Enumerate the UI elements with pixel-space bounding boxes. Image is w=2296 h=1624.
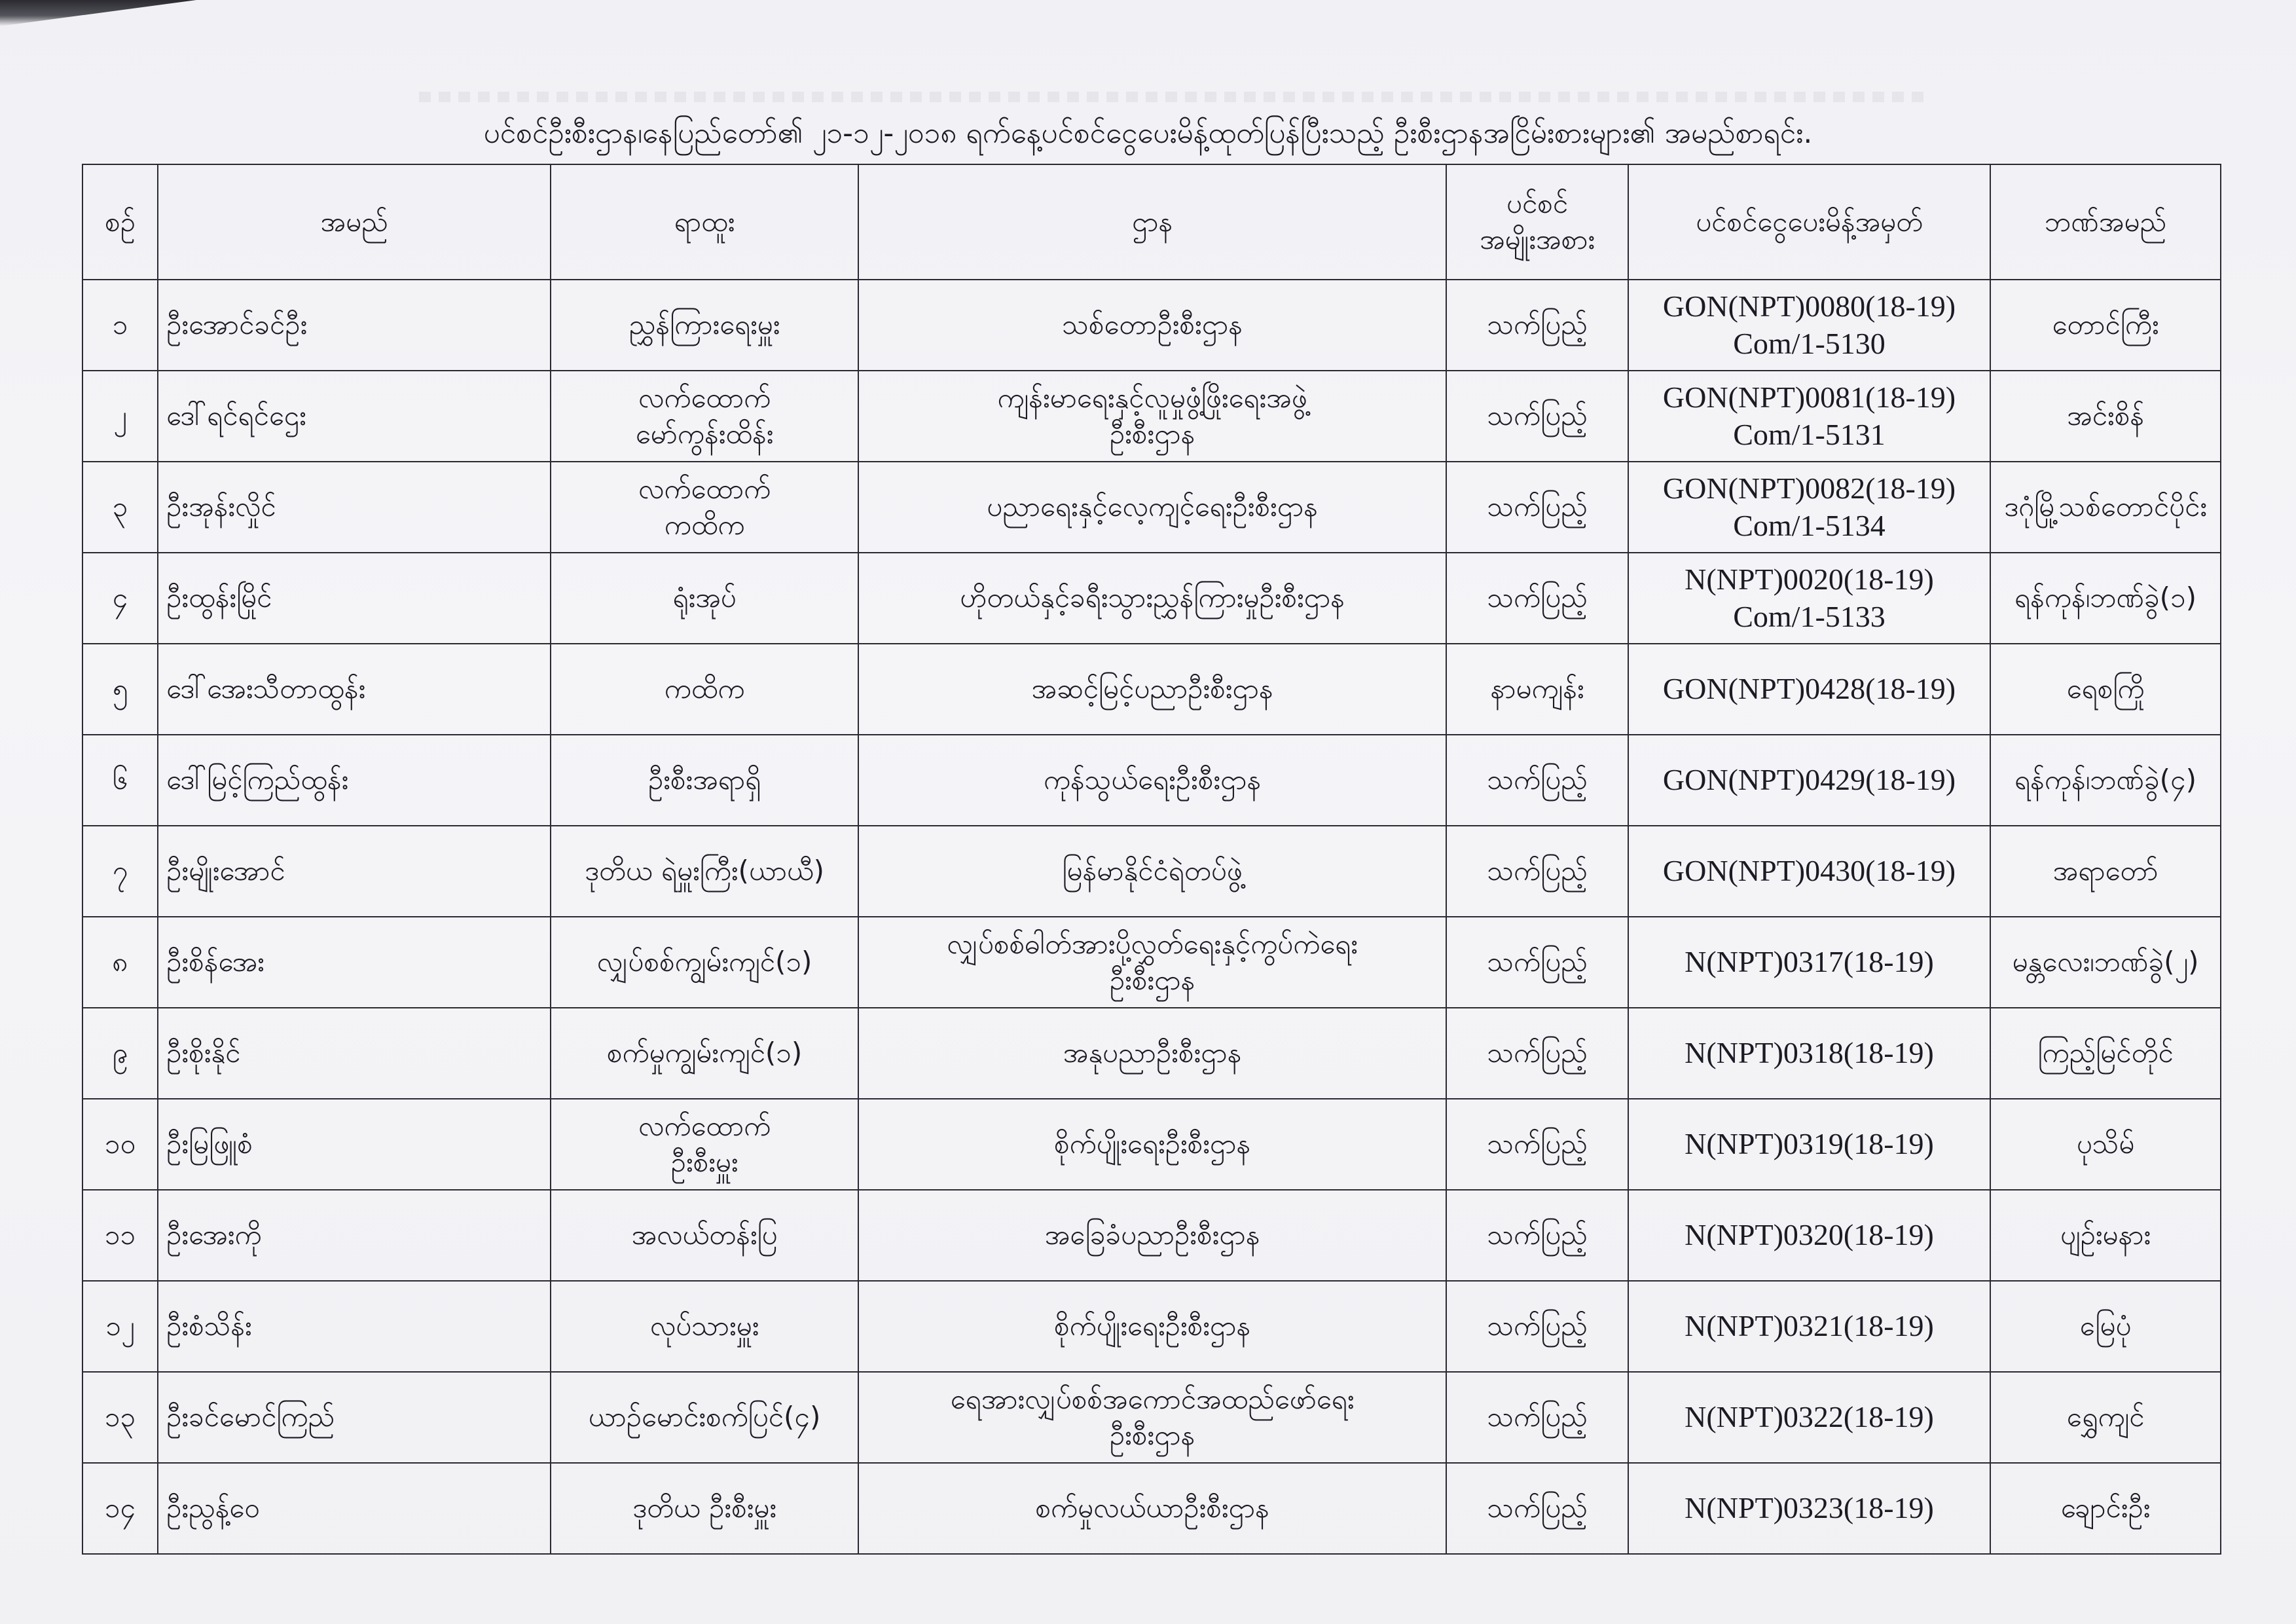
pension-order-cell-line: N(NPT)0020(18-19): [1685, 563, 1934, 597]
bank-cell: [1990, 644, 2221, 735]
bank-cell-text: ပုသိမ်: [2076, 1128, 2135, 1160]
serial-cell-text: ၁၃: [104, 1401, 136, 1433]
pension-type-cell: [1446, 735, 1628, 826]
department-cell-line: ရေအားလျှပ်စစ်အကောင်အထည်ဖော်ရေး: [950, 1382, 1355, 1415]
bank-cell-text: ပျဉ်းမနား: [2060, 1219, 2151, 1251]
header-name: အမည်: [158, 164, 551, 280]
bank-cell: [1990, 1463, 2221, 1554]
serial-cell: [82, 280, 158, 371]
serial-cell: [82, 644, 158, 735]
pension-order-cell: [1628, 1008, 1990, 1099]
bank-cell: [1990, 1008, 2221, 1099]
serial-cell-text: ၆: [112, 764, 128, 796]
pension-order-cell: [1628, 1190, 1990, 1281]
department-cell: [858, 1281, 1446, 1372]
bank-cell-text: ဒဂုံမြို့သစ်တောင်ပိုင်း: [2004, 490, 2207, 523]
name-cell: [158, 1099, 551, 1190]
pension-order-cell-line: N(NPT)0323(18-19): [1685, 1491, 1934, 1525]
name-cell-text: ဦးစိုးနိုင်: [166, 1037, 241, 1069]
name-cell-text: ဦးအောင်ခင်ဦး: [166, 308, 308, 341]
department-cell: [858, 1190, 1446, 1281]
department-cell: [858, 1463, 1446, 1554]
department-cell-line: ကျန်းမာရေးနှင့်လူမှုဖွံ့ဖြိုးရေးအဖွဲ့: [997, 381, 1307, 414]
rank-cell: [551, 371, 858, 462]
bank-cell-text: မန္တလေး၊ဘဏ်ခွဲ(၂): [2012, 946, 2199, 978]
pension-order-cell: [1628, 1463, 1990, 1554]
pension-order-cell: [1628, 644, 1990, 735]
show-through-text: [419, 92, 1925, 102]
pension-type-cell: [1446, 1008, 1628, 1099]
pension-type-cell: [1446, 1190, 1628, 1281]
rank-cell-line: လုပ်သားမှူး: [649, 1310, 759, 1342]
pension-order-cell-line: Com/1-5134: [1733, 508, 1886, 542]
pension-type-cell-text: သက်ပြည့်: [1487, 490, 1588, 523]
name-cell-text: ဦးမြဖြူစံ: [166, 1128, 253, 1160]
bank-cell: [1990, 917, 2221, 1008]
name-cell: [158, 1190, 551, 1281]
table-row: [82, 1281, 2221, 1372]
name-cell: [158, 1372, 551, 1463]
serial-cell: [82, 1372, 158, 1463]
serial-cell: [82, 1190, 158, 1281]
name-cell-text: ဒေါ်ရင်ရင်ဌေး: [166, 399, 306, 432]
rank-cell-line: ကထိက: [664, 673, 745, 705]
department-cell-line: မြန်မာနိုင်ငံရဲတပ်ဖွဲ့: [1062, 855, 1243, 887]
header-serial: စဉ်: [82, 164, 158, 280]
department-cell-line: သစ်တောဦးစီးဌာန: [1062, 308, 1243, 341]
pension-order-cell-line: GON(NPT)0080(18-19): [1662, 289, 1956, 323]
department-cell: [858, 280, 1446, 371]
pension-type-cell-text: သက်ပြည့်: [1487, 308, 1588, 341]
serial-cell: [82, 1099, 158, 1190]
department-cell: [858, 371, 1446, 462]
table-row: [82, 644, 2221, 735]
table-row: [82, 1008, 2221, 1099]
rank-cell-line: ရုံးအုပ်: [672, 581, 737, 614]
serial-cell-text: ၈: [112, 946, 128, 978]
pension-type-cell: [1446, 553, 1628, 644]
name-cell-text: ဦးညွန့်ဝေ: [166, 1492, 260, 1524]
pension-type-cell: [1446, 462, 1628, 553]
table-row: [82, 826, 2221, 917]
department-cell: [858, 735, 1446, 826]
name-cell-text: ဒေါ်မြင့်ကြည်ထွန်း: [166, 764, 349, 796]
name-cell: [158, 1008, 551, 1099]
name-cell: [158, 553, 551, 644]
pension-order-cell: [1628, 462, 1990, 553]
name-cell-text: ဒေါ်အေးသီတာထွန်း: [166, 673, 366, 705]
rank-cell: [551, 1190, 858, 1281]
pension-order-cell-line: GON(NPT)0082(18-19): [1662, 471, 1956, 506]
pension-order-cell: [1628, 371, 1990, 462]
department-cell-line: စိုက်ပျိုးရေးဦးစီးဌာန: [1053, 1128, 1251, 1160]
pension-type-cell-text: သက်ပြည့်: [1487, 1310, 1588, 1342]
pension-order-cell-line: N(NPT)0318(18-19): [1685, 1036, 1934, 1070]
pension-order-cell-line: N(NPT)0319(18-19): [1685, 1127, 1934, 1161]
rank-cell: [551, 553, 858, 644]
pension-type-cell-text: သက်ပြည့်: [1487, 855, 1588, 887]
name-cell: [158, 371, 551, 462]
bank-cell: [1990, 735, 2221, 826]
name-cell-text: ဦးမျိုးအောင်: [166, 855, 285, 887]
pension-type-cell: [1446, 1281, 1628, 1372]
serial-cell: [82, 553, 158, 644]
name-cell: [158, 644, 551, 735]
name-cell-text: ဦးစိန်အေး: [166, 946, 264, 978]
rank-cell-line: ဦးစီးမှူး: [670, 1145, 738, 1178]
pension-type-cell: [1446, 917, 1628, 1008]
pension-type-cell: [1446, 1372, 1628, 1463]
header-pension-type: ပင်စင် အမျိုးအစား: [1446, 164, 1628, 280]
pension-order-cell-line: N(NPT)0321(18-19): [1685, 1309, 1934, 1343]
pension-type-cell-text: သက်ပြည့်: [1487, 1219, 1588, 1251]
pension-type-cell-text: သက်ပြည့်: [1487, 1037, 1588, 1069]
rank-cell-line: စက်မှုကျွမ်းကျင်(၁): [606, 1037, 803, 1069]
rank-cell: [551, 280, 858, 371]
pension-order-cell: [1628, 1281, 1990, 1372]
pension-type-cell: [1446, 280, 1628, 371]
department-cell: [858, 1372, 1446, 1463]
table-header-row: [82, 164, 2221, 280]
rank-cell: [551, 1099, 858, 1190]
pensioner-table: [82, 164, 2221, 1555]
rank-cell-line: ညွှန်ကြားရေးမှူး: [629, 308, 780, 341]
pension-type-cell-text: သက်ပြည့်: [1487, 1401, 1588, 1433]
name-cell-text: ဦးအေးကို: [166, 1219, 262, 1251]
pension-type-cell-text: သက်ပြည့်: [1487, 399, 1588, 432]
pension-type-cell-text: သက်ပြည့်: [1487, 581, 1588, 614]
department-cell-line: စက်မှုလယ်ယာဦးစီးဌာန: [1035, 1492, 1269, 1524]
table-row: [82, 371, 2221, 462]
pension-order-cell-line: Com/1-5130: [1733, 326, 1886, 360]
pension-order-cell: [1628, 917, 1990, 1008]
bank-cell: [1990, 371, 2221, 462]
serial-cell-text: ၁၀: [104, 1128, 136, 1160]
department-cell-line: အခြေခံပညာဦးစီးဌာန: [1044, 1219, 1260, 1251]
scan-corner-shadow: [0, 0, 196, 26]
name-cell-text: ဦးအုန်းလှိုင်: [166, 490, 276, 523]
bank-cell-text: တောင်ကြီး: [2052, 308, 2159, 341]
rank-cell-line: ဒုတိယ ရဲမှူးကြီး(ယာယီ): [584, 855, 825, 887]
pension-order-cell-line: N(NPT)0317(18-19): [1685, 945, 1934, 979]
name-cell-text: ဦးခင်မောင်ကြည်: [166, 1401, 335, 1433]
rank-cell-line: ကထိက: [664, 508, 745, 541]
department-cell-line: ဦးစီးဌာန: [1109, 417, 1195, 450]
department-cell: [858, 644, 1446, 735]
rank-cell: [551, 735, 858, 826]
serial-cell-text: ၄: [112, 581, 128, 614]
pension-type-cell: [1446, 1463, 1628, 1554]
rank-cell-line: လက်ထောက်: [638, 1109, 771, 1142]
pension-order-cell-line: Com/1-5131: [1733, 417, 1886, 451]
rank-cell: [551, 1281, 858, 1372]
bank-cell: [1990, 280, 2221, 371]
rank-cell: [551, 462, 858, 553]
department-cell: [858, 553, 1446, 644]
pension-type-cell: [1446, 371, 1628, 462]
rank-cell: [551, 826, 858, 917]
pension-order-cell-line: Com/1-5133: [1733, 599, 1886, 633]
serial-cell-text: ၃: [112, 490, 128, 523]
rank-cell-line: လက်ထောက်: [638, 472, 771, 505]
rank-cell-line: လက်ထောက်: [638, 381, 771, 414]
serial-cell: [82, 1008, 158, 1099]
name-cell: [158, 917, 551, 1008]
bank-cell: [1990, 553, 2221, 644]
pension-type-cell-text: သက်ပြည့်: [1487, 764, 1588, 796]
bank-cell: [1990, 1190, 2221, 1281]
department-cell-line: ပညာရေးနှင့်လေ့ကျင့်ရေးဦးစီးဌာန: [987, 490, 1318, 523]
name-cell: [158, 1281, 551, 1372]
serial-cell-text: ၁၁: [104, 1219, 136, 1251]
pension-order-cell-line: GON(NPT)0429(18-19): [1662, 763, 1956, 797]
bank-cell-text: မြေပုံ: [2079, 1310, 2132, 1342]
name-cell: [158, 280, 551, 371]
table-row: [82, 1463, 2221, 1554]
bank-cell: [1990, 826, 2221, 917]
pension-order-cell: [1628, 1099, 1990, 1190]
pension-order-cell: [1628, 280, 1990, 371]
bank-cell: [1990, 1099, 2221, 1190]
bank-cell-text: အရာတော်: [2052, 855, 2159, 887]
department-cell: [858, 826, 1446, 917]
pension-order-cell: [1628, 553, 1990, 644]
department-cell: [858, 462, 1446, 553]
rank-cell-line: လျှပ်စစ်ကျွမ်းကျင်(၁): [596, 946, 812, 978]
department-cell: [858, 917, 1446, 1008]
serial-cell-text: ၉: [112, 1037, 128, 1069]
table-row: [82, 553, 2221, 644]
pension-order-cell-line: GON(NPT)0430(18-19): [1662, 854, 1956, 888]
bank-cell-text: ရေစကြို: [2066, 673, 2145, 705]
serial-cell-text: ၁၄: [104, 1492, 136, 1524]
pension-type-cell: [1446, 644, 1628, 735]
department-cell: [858, 1008, 1446, 1099]
name-cell: [158, 1463, 551, 1554]
header-bank: ဘဏ်အမည်: [1990, 164, 2221, 280]
name-cell: [158, 462, 551, 553]
department-cell-line: လျှပ်စစ်ဓါတ်အားပို့လွှတ်ရေးနှင့်ကွပ်ကဲရေး: [947, 927, 1358, 960]
rank-cell: [551, 917, 858, 1008]
serial-cell: [82, 371, 158, 462]
pension-type-cell: [1446, 1099, 1628, 1190]
table-row: [82, 280, 2221, 371]
pension-order-cell: [1628, 735, 1990, 826]
pension-type-cell-text: သက်ပြည့်: [1487, 1492, 1588, 1524]
table-row: [82, 735, 2221, 826]
rank-cell-line: မော်ကွန်းထိန်း: [635, 417, 774, 450]
serial-cell-text: ၅: [112, 673, 128, 705]
bank-cell-text: အင်းစိန်: [2067, 399, 2144, 432]
bank-cell-text: ရွှေကျင်: [2066, 1401, 2145, 1433]
pension-order-cell: [1628, 1372, 1990, 1463]
serial-cell: [82, 735, 158, 826]
header-pension-order-no: ပင်စင်ငွေပေးမိန့်အမှတ်: [1628, 164, 1990, 280]
rank-cell: [551, 1008, 858, 1099]
serial-cell-text: ၇: [112, 855, 128, 887]
bank-cell: [1990, 1281, 2221, 1372]
rank-cell: [551, 1372, 858, 1463]
table-row: [82, 1372, 2221, 1463]
serial-cell: [82, 462, 158, 553]
department-cell-line: အဆင့်မြင့်ပညာဦးစီးဌာန: [1031, 673, 1273, 705]
bank-cell-text: ကြည့်မြင်တိုင်: [2037, 1037, 2174, 1069]
serial-cell-text: ၂: [113, 399, 127, 432]
rank-cell-line: ယာဉ်မောင်းစက်ပြင်(၄): [588, 1401, 821, 1433]
bank-cell: [1990, 462, 2221, 553]
pension-order-cell-line: N(NPT)0320(18-19): [1685, 1218, 1934, 1252]
pension-type-cell-text: သက်ပြည့်: [1487, 946, 1588, 978]
pension-order-cell-line: N(NPT)0322(18-19): [1685, 1400, 1934, 1434]
pension-type-cell-text: နာမကျန်း: [1490, 673, 1584, 705]
header-rank: ရာထူး: [551, 164, 858, 280]
serial-cell: [82, 826, 158, 917]
department-cell: [858, 1099, 1446, 1190]
table-row: [82, 462, 2221, 553]
department-cell-line: ဟိုတယ်နှင့်ခရီးသွားညွှန်ကြားမှုဦးစီးဌာန: [960, 581, 1345, 614]
name-cell: [158, 826, 551, 917]
rank-cell-line: ဦးစီးအရာရှိ: [647, 764, 761, 796]
name-cell-text: ဦးထွန်းမြိုင်: [166, 581, 272, 614]
department-cell-line: ဦးစီးဌာန: [1109, 963, 1195, 996]
name-cell: [158, 735, 551, 826]
pension-order-cell-line: GON(NPT)0081(18-19): [1662, 380, 1956, 415]
rank-cell: [551, 644, 858, 735]
pension-order-cell: [1628, 826, 1990, 917]
pension-type-cell: [1446, 826, 1628, 917]
bank-cell: [1990, 1372, 2221, 1463]
serial-cell: [82, 917, 158, 1008]
bank-cell-text: ရန်ကုန်၊ဘဏ်ခွဲ(၄): [2014, 764, 2197, 796]
document-title: ပင်စင်ဦးစီးဌာန၊နေပြည်တော်၏ ၂၁-၁၂-၂၀၁၈ ရက်နေ့ပင်စင်ငွေပေးမိန့်ထုတ်ပြန်ပြီးသည့် ဦးစီးဌာနအငြိမ်းစားများ၏ အမည်စာရင်း.: [483, 117, 1813, 150]
pension-type-cell-text: သက်ပြည့်: [1487, 1128, 1588, 1160]
name-cell-text: ဦးစံသိန်း: [166, 1310, 252, 1342]
rank-cell-line: ဒုတိယ ဦးစီးမှူး: [632, 1492, 776, 1524]
rank-cell-line: အလယ်တန်းပြ: [631, 1219, 778, 1251]
serial-cell: [82, 1281, 158, 1372]
bank-cell-text: ရန်ကုန်၊ဘဏ်ခွဲ(၁): [2014, 581, 2197, 614]
department-cell-line: ကုန်သွယ်ရေးဦးစီးဌာန: [1043, 764, 1262, 796]
table-row: [82, 1190, 2221, 1281]
table-body: [82, 280, 2221, 1554]
department-cell-line: အနုပညာဦးစီးဌာန: [1063, 1037, 1242, 1069]
serial-cell-text: ၁၂: [105, 1310, 135, 1342]
department-cell-line: စိုက်ပျိုးရေးဦးစီးဌာန: [1053, 1310, 1251, 1342]
department-cell-line: ဦးစီးဌာန: [1109, 1418, 1195, 1451]
pension-order-cell-line: GON(NPT)0428(18-19): [1662, 672, 1956, 706]
table-row: [82, 1099, 2221, 1190]
serial-cell: [82, 1463, 158, 1554]
serial-cell-text: ၁: [112, 308, 128, 341]
table-row: [82, 917, 2221, 1008]
rank-cell: [551, 1463, 858, 1554]
header-department: ဌာန: [858, 164, 1446, 280]
bank-cell-text: ချောင်းဦး: [2060, 1492, 2151, 1524]
